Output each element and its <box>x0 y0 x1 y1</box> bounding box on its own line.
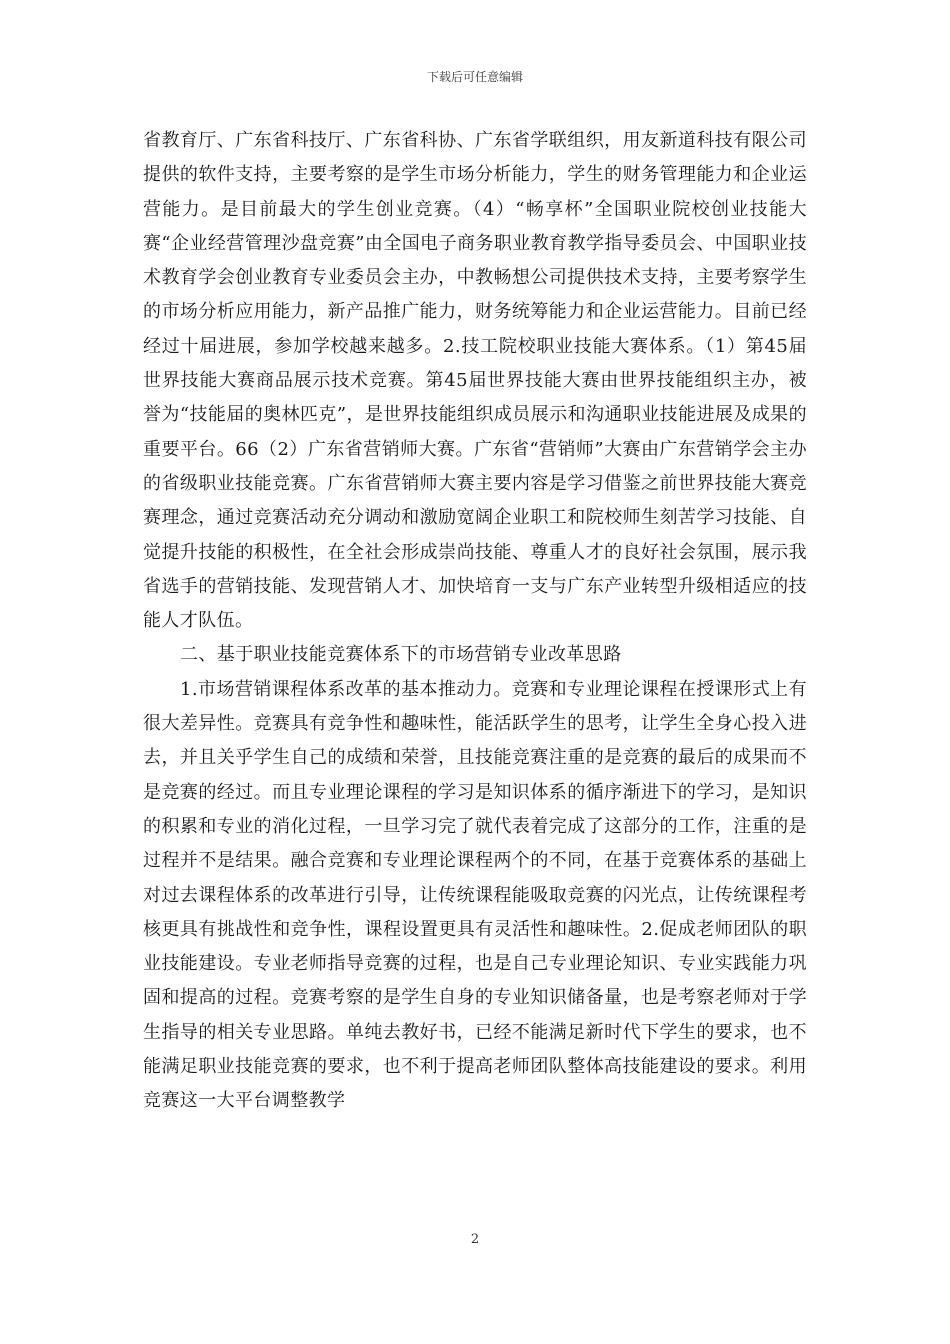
page-header-note: 下载后可任意编辑 <box>426 70 523 84</box>
body-paragraph-2: 1.市场营销课程体系改革的基本推动力。竞赛和专业理论课程在授课形式上有很大差异性。竞赛具有竞争性和趣味性，能活跃学生的思考，让学生全身心投入进去，并且关乎学生自己的成绩和荣誉，且技能竞赛注重的是竞赛的最后的成果而不是竞赛的经过。而且专业理论课程的学习是知识体系的循序渐进下的学习，是知识的积累和专业的消化过程，一旦学习完了就代表着完成了这部分的工作，注重的是过程并不是结果。融合竞赛和专业理论课程两个的不同，在基于竞赛体系的基础上对过去课程体系的改革进行引导，让传统课程能吸取竞赛的闪光点，让传统课程考核更具有挑战性和竞争性，课程设置更具有灵活性和趣味性。2.促成老师团队的职业技能建设。专业老师指导竞赛的过程，也是自己专业理论知识、专业实践能力巩固和提高的过程。竞赛考察的是学生自身的专业知识储备量，也是考察老师对于学生指导的相关专业思路。单纯去教好书，已经不能满足新时代下学生的要求，也不能满足职业技能竞赛的要求，也不利于提高老师团队整体高技能建设的要求。利用竞赛这一大平台调整教学 <box>143 678 807 1112</box>
section-heading: 二、基于职业技能竞赛体系下的市场营销专业改革思路 <box>180 644 622 666</box>
document-body <box>143 124 807 1119</box>
page-number: 2 <box>470 1232 480 1247</box>
body-paragraph-1: 省教育厅、广东省科技厅、广东省科协、广东省学联组织，用友新道科技有限公司提供的软件支持，主要考察的是学生市场分析能力，学生的财务管理能力和企业运营能力。是目前最大的学生创业竞赛。（4）“畅享杯”全国职业院校创业技能大赛“企业经营管理沙盘竞赛”由全国电子商务职业教育教学指导委员会、中国职业技术教育学会创业教育专业委员会主办，中教畅想公司提供技术支持，主要考察学生的市场分析应用能力，新产品推广能力，财务统筹能力和企业运营能力。目前已经经过十届进展，参加学校越来越多。2.技工院校职业技能大赛体系。（1）第45届世界技能大赛商品展示技术竞赛。第45届世界技能大赛由世界技能组织主办，被誉为“技能届的奥林匹克”，是世界技能组织成员展示和沟通职业技能进展及成果的重要平台。66（2）广东省营销师大赛。广东省“营销师”大赛由广东营销学会主办的省级职业技能竞赛。广东省营销师大赛主要内容是学习借鉴之前世界技能大赛竞赛理念，通过竞赛活动充分调动和激励宽阔企业职工和院校师生刻苦学习技能、自觉提升技能的积极性，在全社会形成崇尚技能、尊重人才的良好社会氛围，展示我省选手的营销技能、发现营销人才、加快培育一支与广东产业转型升级相适应的技能人才队伍。 <box>143 130 807 632</box>
